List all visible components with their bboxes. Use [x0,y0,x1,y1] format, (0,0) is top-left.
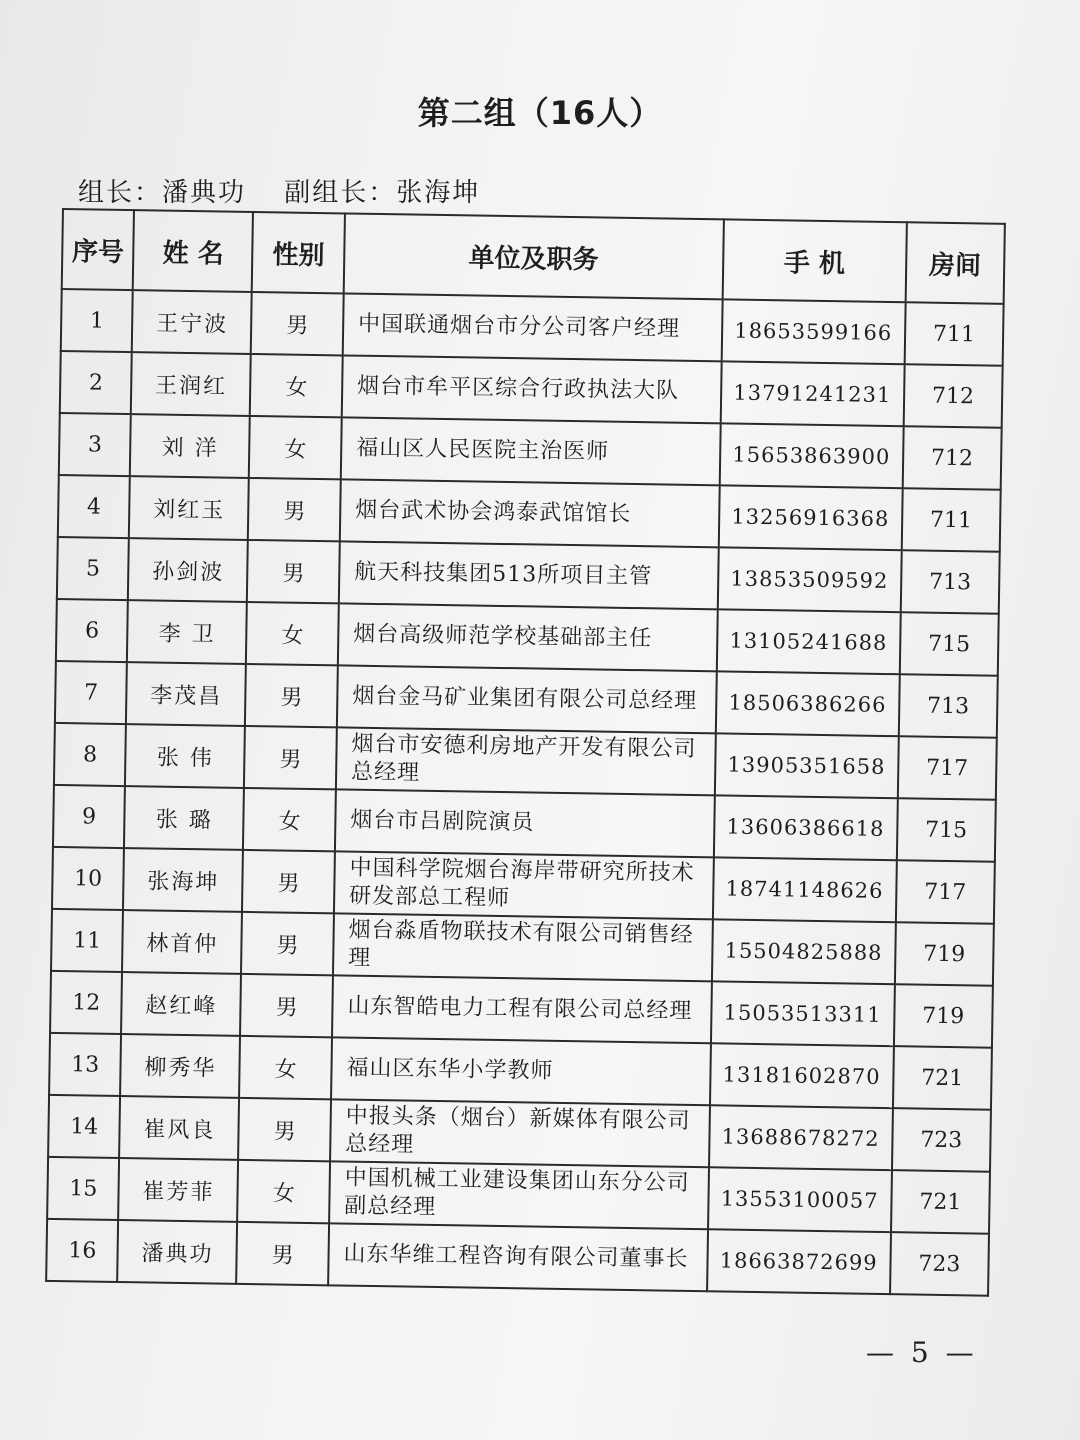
cell-phone: 13905351658 [714,733,898,798]
cell-phone: 15653863900 [719,423,903,488]
cell-no: 12 [50,971,122,1034]
cell-no: 2 [60,351,132,414]
cell-gender: 男 [240,974,332,1037]
table-header-row [62,209,1005,304]
cell-gender: 男 [242,850,334,913]
cell-phone: 13553100057 [708,1167,892,1232]
header-name: 姓 名 [133,210,253,292]
cell-gender: 男 [247,540,339,603]
cell-room: 712 [902,426,1001,490]
cell-name: 赵红峰 [121,972,241,1036]
cell-room: 719 [895,922,994,986]
deputy-leader: 副组长：张海坤 [284,178,481,208]
cell-unit: 烟台市安德利房地产开发有限公司总经理 [336,727,716,795]
cell-gender: 男 [239,1098,331,1161]
cell-name: 张 伟 [125,724,245,788]
cell-room: 713 [900,550,999,614]
cell-no: 4 [58,475,130,538]
cell-phone: 15053513311 [711,981,895,1046]
cell-no: 9 [53,785,125,848]
cell-no: 5 [57,537,129,600]
cell-room: 717 [897,736,996,800]
header-room: 房间 [905,222,1005,304]
cell-room: 712 [903,364,1002,428]
cell-unit: 福山区人民医院主治医师 [341,417,721,485]
cell-unit: 山东华维工程咨询有限公司董事长 [328,1223,708,1291]
cell-gender: 女 [239,1036,331,1099]
cell-room: 721 [893,1046,992,1110]
cell-name: 刘 洋 [130,414,250,478]
cell-phone: 18663872699 [707,1229,891,1294]
header-unit: 单位及职务 [344,213,724,299]
cell-gender: 男 [237,1222,329,1285]
cell-no: 8 [54,723,126,786]
cell-gender: 男 [248,478,340,541]
cell-no: 7 [55,661,127,724]
cell-gender: 女 [246,602,338,665]
cell-unit: 山东智皓电力工程有限公司总经理 [332,975,712,1043]
cell-room: 721 [891,1170,990,1234]
cell-unit: 烟台市牟平区综合行政执法大队 [342,355,722,423]
cell-phone: 13853509592 [717,547,901,612]
cell-phone: 15504825888 [712,919,896,984]
cell-name: 孙剑波 [128,538,248,602]
cell-name: 李 卫 [127,600,247,664]
cell-name: 崔风良 [119,1096,239,1160]
cell-unit: 中国机械工业建设集团山东分公司副总经理 [329,1161,709,1229]
cell-name: 张海坤 [123,848,243,912]
cell-room: 715 [899,612,998,676]
group-leaders [78,172,508,209]
cell-unit: 烟台金马矿业集团有限公司总经理 [337,665,717,733]
cell-phone: 13606386618 [714,795,898,860]
cell-room: 717 [896,860,995,924]
cell-no: 1 [61,289,133,352]
cell-no: 3 [59,413,131,476]
cell-gender: 女 [249,416,341,479]
cell-phone: 18653599166 [721,299,905,364]
header-phone: 手 机 [722,219,906,302]
cell-phone: 13791241231 [720,361,904,426]
header-gender: 性别 [252,212,345,293]
cell-name: 王润红 [131,352,251,416]
cell-gender: 男 [245,664,337,727]
cell-unit: 烟台淼盾物联技术有限公司销售经理 [333,913,713,981]
cell-gender: 男 [251,292,343,355]
cell-unit: 烟台高级师范学校基础部主任 [338,603,718,671]
cell-unit: 中报头条（烟台）新媒体有限公司总经理 [330,1099,710,1167]
cell-gender: 女 [250,354,342,417]
header-no: 序号 [62,209,135,290]
cell-name: 刘红玉 [129,476,249,540]
cell-room: 711 [904,302,1003,366]
cell-no: 10 [52,847,124,910]
cell-unit: 航天科技集团513所项目主管 [339,541,719,609]
cell-room: 723 [890,1232,989,1296]
cell-no: 15 [47,1157,119,1220]
cell-no: 11 [51,909,123,972]
cell-room: 713 [898,674,997,738]
page-number: — 5 — [866,1336,978,1369]
cell-phone: 18741148626 [713,857,897,922]
cell-name: 崔芳菲 [119,1158,239,1222]
cell-phone: 13181602870 [710,1043,894,1108]
cell-unit: 中国科学院烟台海岸带研究所技术研发部总工程师 [334,851,714,919]
cell-room: 715 [897,798,996,862]
cell-phone: 18506386266 [715,671,899,736]
cell-name: 柳秀华 [120,1034,240,1098]
cell-gender: 女 [243,788,335,851]
group-leader: 组长：潘典功 [78,178,247,208]
cell-name: 林首仲 [122,910,242,974]
cell-no: 16 [46,1219,118,1282]
cell-phone: 13688678272 [709,1105,893,1170]
cell-no: 13 [49,1033,121,1096]
cell-unit: 烟台市吕剧院演员 [335,789,715,857]
cell-unit: 福山区东华小学教师 [331,1037,711,1105]
cell-name: 王宁波 [132,290,252,354]
cell-phone: 13105241688 [716,609,900,674]
cell-name: 张 璐 [124,786,244,850]
cell-room: 719 [894,984,993,1048]
cell-gender: 男 [241,912,333,975]
cell-phone: 13256916368 [718,485,902,550]
cell-no: 6 [56,599,128,662]
cell-gender: 女 [238,1160,330,1223]
cell-unit: 烟台武术协会鸿泰武馆馆长 [340,479,720,547]
cell-name: 潘典功 [118,1220,238,1284]
page-title: 第二组（16人） [417,94,663,132]
cell-no: 14 [48,1095,120,1158]
cell-room: 723 [892,1108,991,1172]
member-table [45,208,1006,1297]
cell-gender: 男 [244,726,336,789]
cell-name: 李茂昌 [126,662,246,726]
cell-unit: 中国联通烟台市分公司客户经理 [343,293,723,361]
cell-room: 711 [901,488,1000,552]
